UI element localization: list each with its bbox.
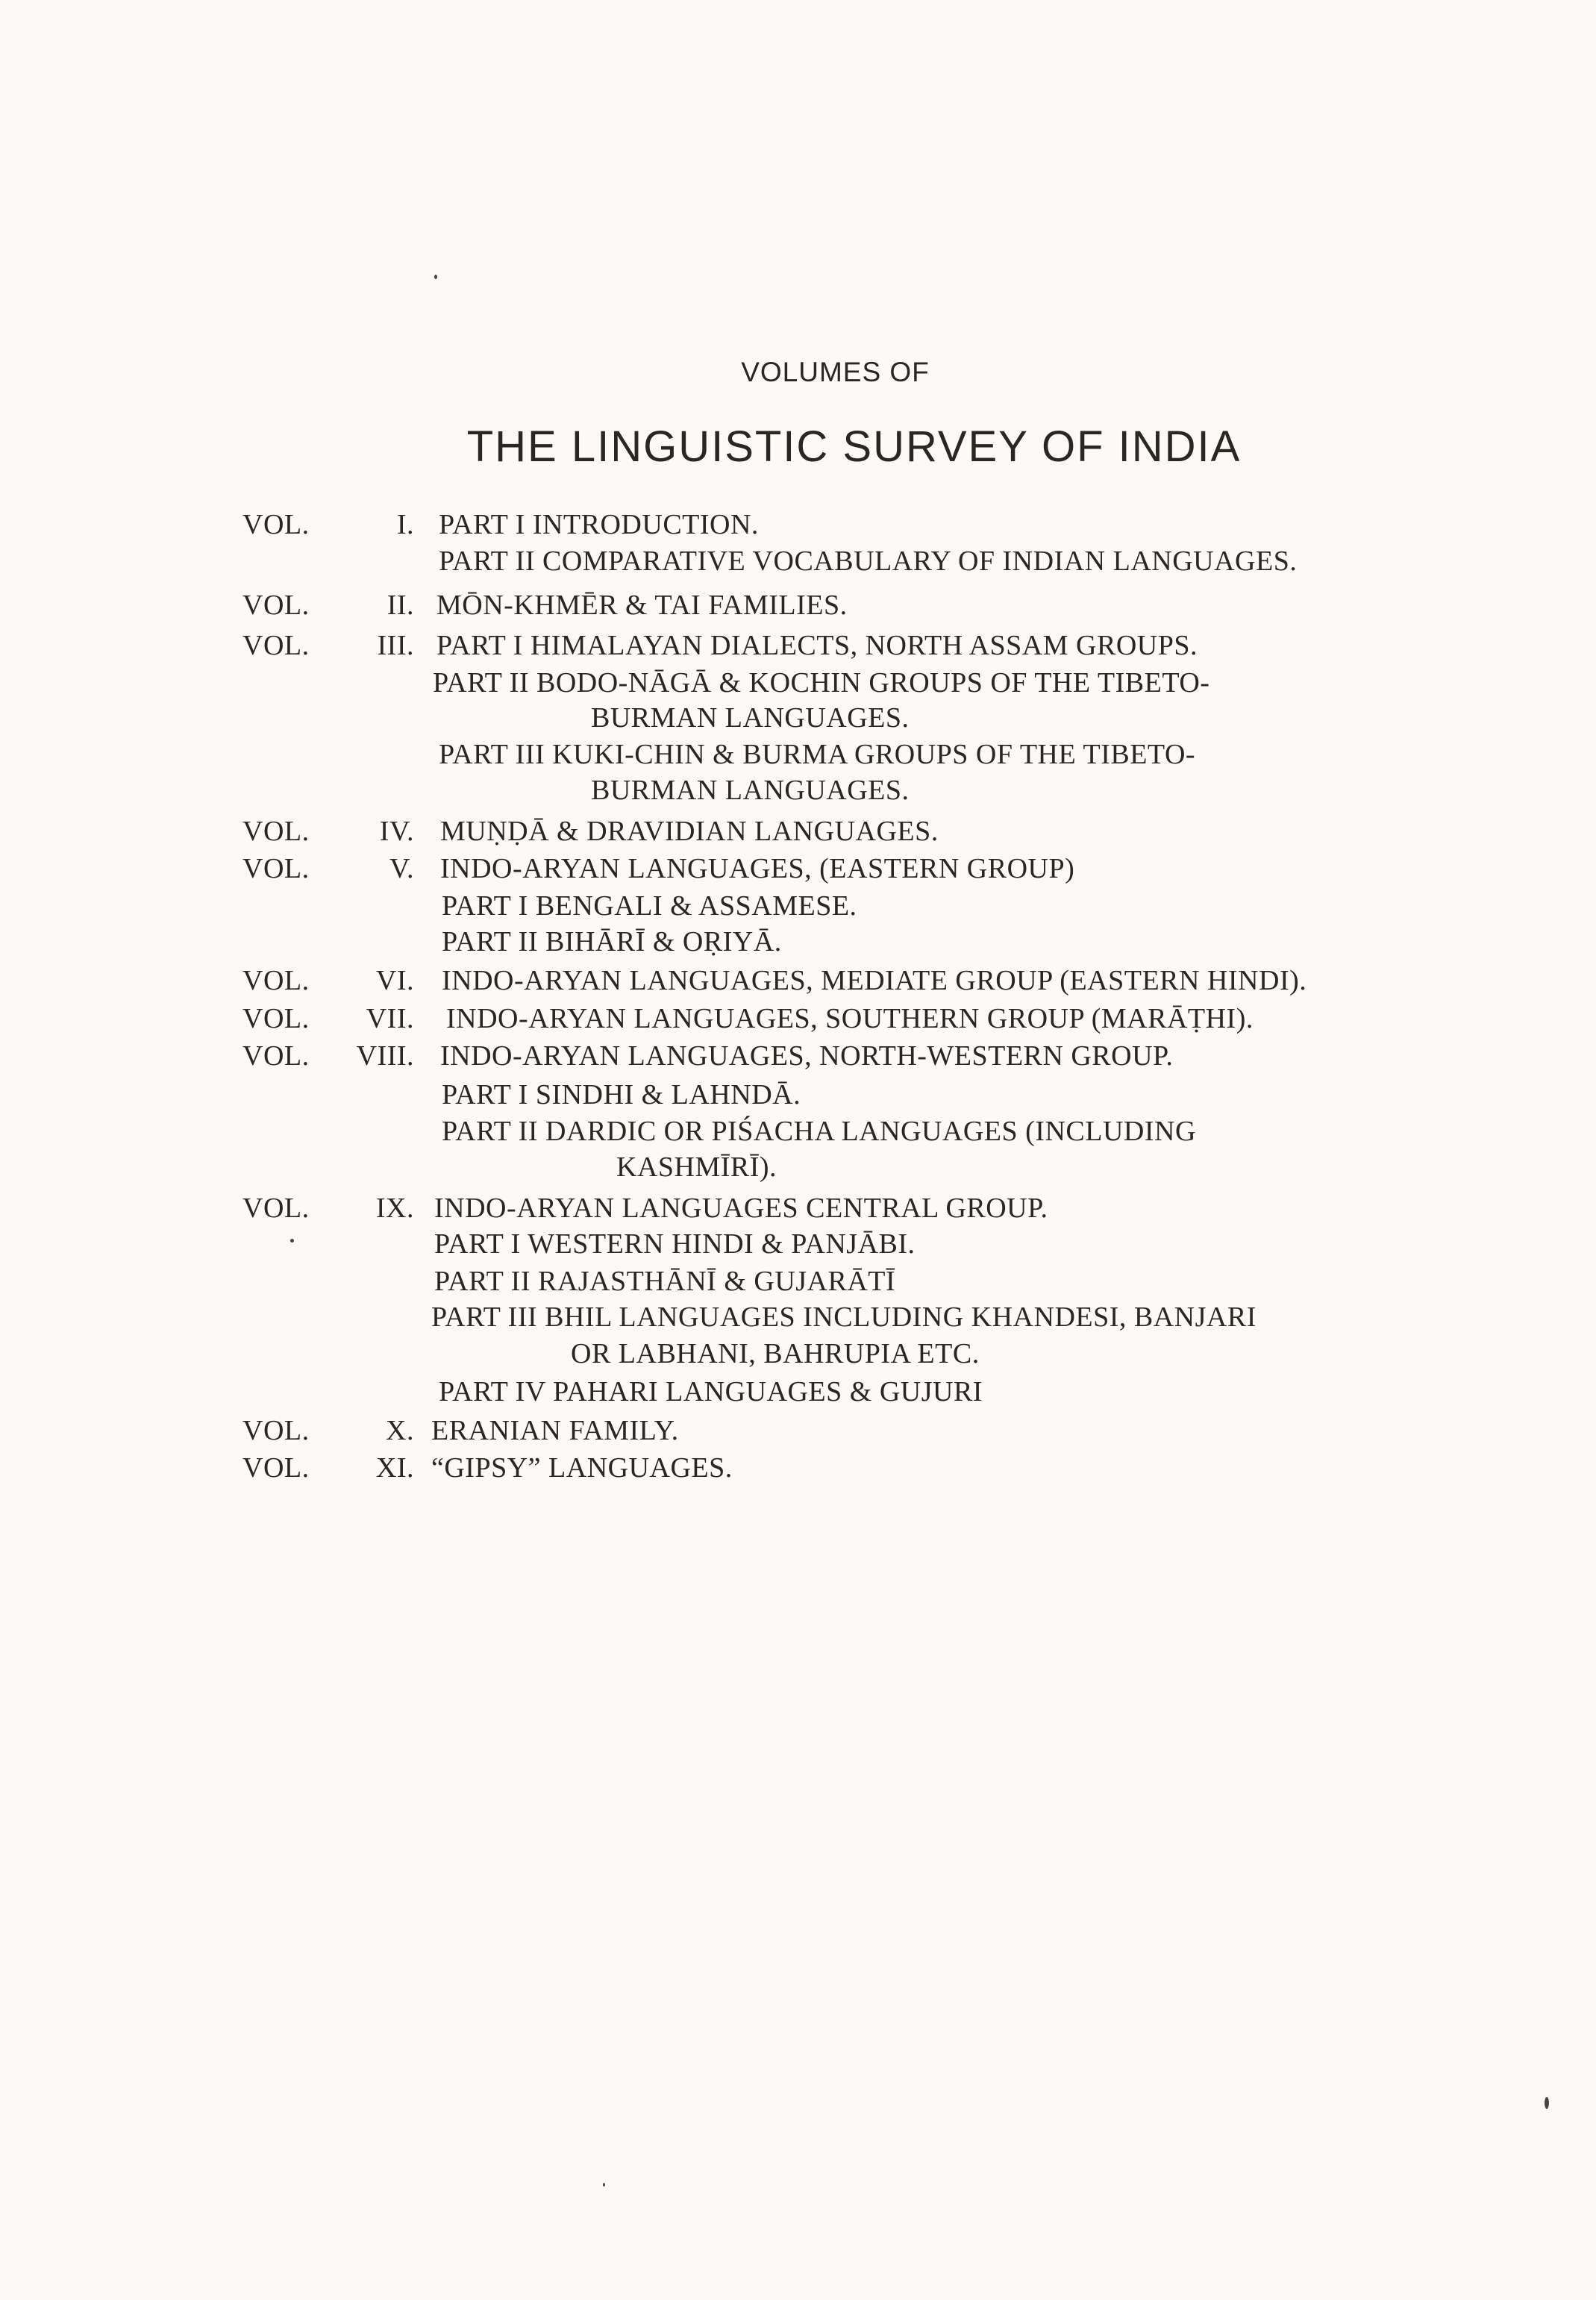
vol-label: VOL. [242,965,310,996]
vol-7-line-1: INDO-ARYAN LANGUAGES, SOUTHERN GROUP (MARĀṬHI). [446,1003,1254,1034]
vol-number: V. [389,853,414,884]
heading-volumes-of: VOLUMES OF [741,357,930,387]
vol-11-line-1: “GIPSY” LANGUAGES. [431,1452,733,1484]
vol-8-line-1: INDO-ARYAN LANGUAGES, NORTH-WESTERN GROUP. [440,1040,1174,1072]
vol-6-line-1: INDO-ARYAN LANGUAGES, MEDIATE GROUP (EASTERN HINDI). [442,965,1307,996]
vol-2-line-1: MŌN-KHMĒR & TAI FAMILIES. [436,590,848,621]
vol-9-line-4: PART III BHIL LANGUAGES INCLUDING KHANDESI, BANJARI [431,1301,1257,1333]
vol-label: VOL. [242,816,310,847]
vol-number: I. [396,509,414,540]
vol-number: VII. [366,1003,414,1034]
vol-5-line-1: INDO-ARYAN LANGUAGES, (EASTERN GROUP) [440,853,1075,884]
vol-number: IV. [379,816,414,847]
vol-5-line-3: PART II BIHĀRĪ & OṚIYĀ. [442,926,782,957]
vol-3-line-4: PART III KUKI-CHIN & BURMA GROUPS OF THE TIBETO- [439,739,1196,770]
vol-4-line-1: MUṆḌĀ & DRAVIDIAN LANGUAGES. [440,816,939,847]
vol-number: II. [387,590,414,621]
vol-8-line-3: PART II DARDIC OR PIŚACHA LANGUAGES (INCLUDING [442,1116,1196,1147]
vol-1-line-1: PART I INTRODUCTION. [439,509,759,540]
vol-3-line-3: BURMAN LANGUAGES. [591,702,910,734]
vol-number: IX. [375,1193,414,1224]
vol-9-line-6: PART IV PAHARI LANGUAGES & GUJURI [439,1376,983,1407]
vol-label: VOL. [242,630,310,661]
vol-9-line-5: OR LABHANI, BAHRUPIA ETC. [571,1338,980,1369]
paper-speck [1545,2097,1549,2109]
vol-3-line-2: PART II BODO-NĀGĀ & KOCHIN GROUPS OF THE TIBETO- [433,667,1210,699]
vol-9-line-3: PART II RAJASTHĀNĪ & GUJARĀTĪ [434,1266,896,1297]
vol-8-line-4: KASHMĪRĪ). [616,1151,777,1183]
paper-speck [434,275,437,279]
vol-5-line-2: PART I BENGALI & ASSAMESE. [442,890,857,922]
vol-9-line-2: PART I WESTERN HINDI & PANJĀBI. [434,1228,916,1260]
vol-number: X. [386,1415,414,1446]
vol-label: VOL. [242,1003,310,1034]
vol-label: VOL. [242,1452,310,1484]
vol-label: VOL. [242,1415,310,1446]
vol-10-line-1: ERANIAN FAMILY. [431,1415,679,1446]
vol-number: XI. [375,1452,414,1484]
vol-label: VOL. [242,853,310,884]
vol-label: VOL. [242,590,310,621]
vol-number: VI. [375,965,414,996]
heading-survey-title: THE LINGUISTIC SURVEY OF INDIA [466,422,1242,471]
vol-1-line-2: PART II COMPARATIVE VOCABULARY OF INDIAN LANGUAGES. [439,546,1298,577]
vol-label: VOL. [242,509,310,540]
vol-number: III. [377,630,414,661]
paper-speck [290,1239,294,1243]
vol-label: VOL. [242,1193,310,1224]
paper-speck [603,2183,605,2187]
vol-3-line-5: BURMAN LANGUAGES. [591,775,910,806]
vol-9-line-1: INDO-ARYAN LANGUAGES CENTRAL GROUP. [434,1193,1048,1224]
vol-3-line-1: PART I HIMALAYAN DIALECTS, NORTH ASSAM GROUPS. [436,630,1198,661]
vol-label: VOL. [242,1040,310,1072]
vol-8-line-2: PART I SINDHI & LAHNDĀ. [442,1079,801,1110]
vol-number: VIII. [356,1040,414,1072]
